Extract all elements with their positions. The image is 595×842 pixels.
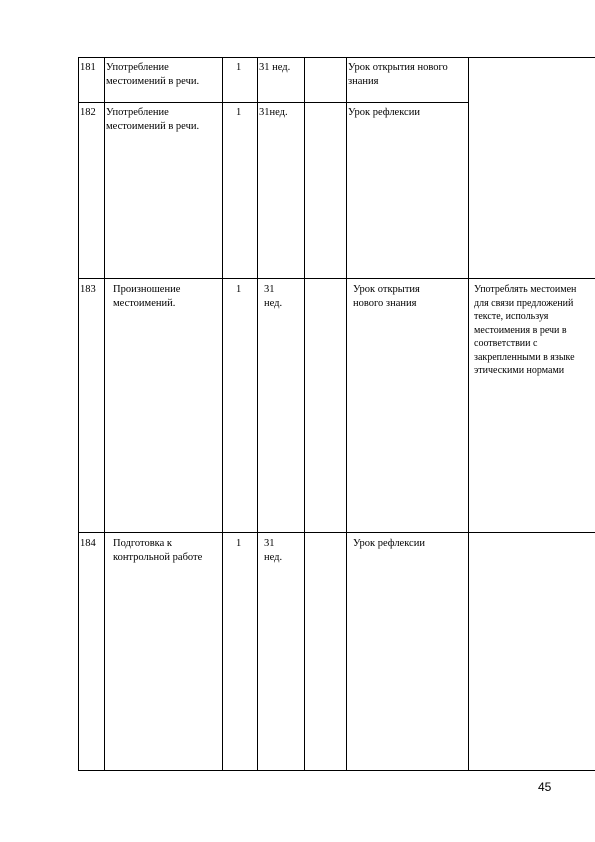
week: 31 нед. (264, 284, 283, 309)
row-number: 184 (80, 538, 96, 549)
hours: 1 (236, 62, 242, 73)
row-number: 181 (80, 62, 96, 73)
lesson-topic: Произношение местоимений. (113, 284, 181, 309)
lesson-type: Урок рефлексии (353, 538, 425, 549)
row-number: 182 (80, 107, 96, 118)
table-top-border (78, 57, 595, 58)
lesson-type: Урок рефлексии (348, 107, 420, 118)
row-divider (78, 532, 595, 533)
hours: 1 (236, 107, 242, 118)
row-divider (78, 102, 468, 103)
hours: 1 (236, 284, 242, 295)
column-divider (222, 57, 223, 771)
column-divider (78, 57, 79, 771)
column-divider (468, 57, 469, 771)
row-divider (78, 278, 595, 279)
week: 31 нед. (264, 538, 283, 563)
lesson-topic: Употребление местоимений в речи. (106, 62, 200, 87)
table-bottom-border (78, 770, 595, 771)
lesson-type: Урок открытия нового знания (348, 62, 448, 87)
column-divider (346, 57, 347, 771)
hours: 1 (236, 538, 242, 549)
page-number: 45 (538, 780, 552, 794)
lesson-topic: Подготовка к контрольной работе (113, 538, 203, 563)
week: 31нед. (259, 107, 288, 118)
column-divider (304, 57, 305, 771)
lesson-topic: Употребление местоимений в речи. (106, 107, 200, 132)
row-number: 183 (80, 284, 96, 295)
week: 31 нед. (259, 62, 291, 73)
column-divider (104, 57, 105, 771)
lesson-type: Урок открытия нового знания (353, 284, 420, 309)
activities: Употреблять местоимен для связи предложений тексте, используя местоимения в речи в соответствии с закрепленными в языке этическими нормами (474, 284, 577, 376)
column-divider (257, 57, 258, 771)
